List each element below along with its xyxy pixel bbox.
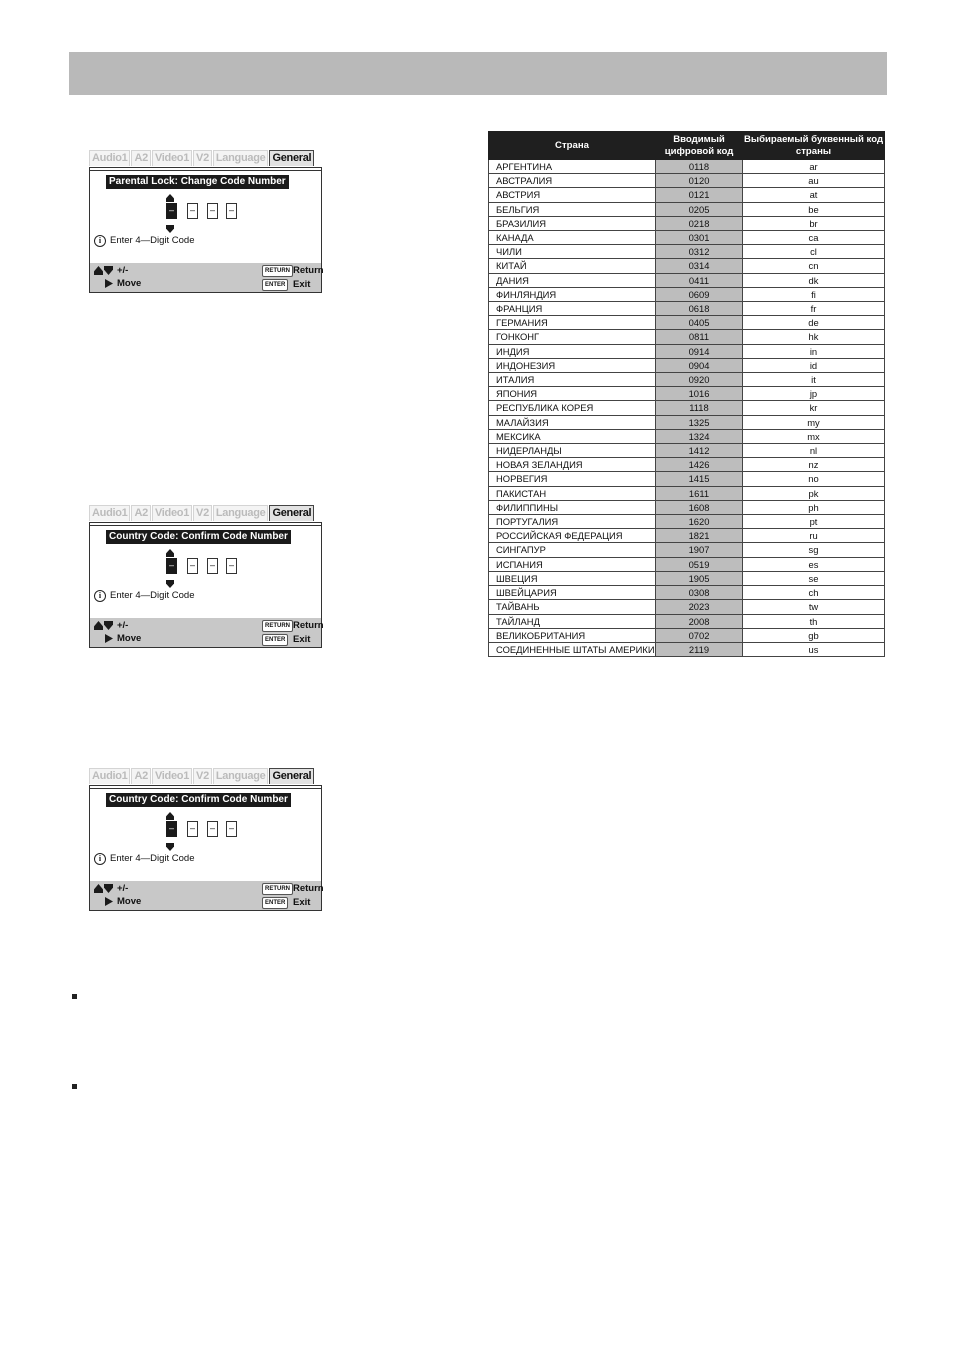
letter-code-cell: be <box>743 202 885 216</box>
tab-video1[interactable]: Video1 <box>152 150 192 166</box>
info-row <box>94 235 194 247</box>
country-name-cell: ГОНКОНГ <box>489 330 656 344</box>
numeric-code-cell: 0609 <box>656 287 743 301</box>
code-digit-1[interactable]: – <box>166 821 177 837</box>
table-row <box>489 287 885 301</box>
letter-code-cell: gb <box>743 628 885 642</box>
numeric-code-cell: 1325 <box>656 415 743 429</box>
numeric-code-cell: 0205 <box>656 202 743 216</box>
numeric-code-cell: 0218 <box>656 216 743 230</box>
table-row <box>489 302 885 316</box>
tab-v2[interactable]: V2 <box>193 150 212 166</box>
country-name-cell: НИДЕРЛАНДЫ <box>489 444 656 458</box>
osd-title: Parental Lock: Change Code Number <box>106 175 289 189</box>
arrow-down-icon <box>166 580 174 588</box>
country-name-cell: АВСТРАЛИЯ <box>489 174 656 188</box>
arrow-up-icon <box>166 194 174 202</box>
table-row <box>489 543 885 557</box>
country-name-cell: БЕЛЬГИЯ <box>489 202 656 216</box>
country-name-cell: НОРВЕГИЯ <box>489 472 656 486</box>
osd-footer <box>90 881 324 910</box>
osd-frame <box>89 785 322 911</box>
country-name-cell: КИТАЙ <box>489 259 656 273</box>
table-row <box>489 202 885 216</box>
exit-label: Exit <box>293 634 311 645</box>
osd-frame <box>89 167 322 293</box>
numeric-code-cell: 0121 <box>656 188 743 202</box>
up-down-icon <box>94 884 114 893</box>
numeric-code-cell: 0904 <box>656 358 743 372</box>
letter-code-cell: th <box>743 614 885 628</box>
code-digit-2[interactable]: – <box>187 203 198 219</box>
table-row <box>489 429 885 443</box>
country-name-cell: СОЕДИНЕННЫЕ ШТАТЫ АМЕРИКИ <box>489 642 656 656</box>
letter-code-cell: ru <box>743 529 885 543</box>
info-row <box>94 590 194 602</box>
enter-key-icon[interactable]: ENTER <box>262 279 288 291</box>
country-name-cell: ШВЕЙЦАРИЯ <box>489 586 656 600</box>
enter-key-icon[interactable]: ENTER <box>262 897 288 909</box>
letter-code-cell: de <box>743 316 885 330</box>
code-digit-3[interactable]: – <box>207 203 218 219</box>
country-name-cell: ЯПОНИЯ <box>489 387 656 401</box>
header-letter-code: Выбираемый буквенный код страны <box>743 132 885 160</box>
return-label: Return <box>293 883 324 894</box>
tab-a2[interactable]: A2 <box>131 150 150 166</box>
table-row <box>489 571 885 585</box>
country-name-cell: НОВАЯ ЗЕЛАНДИЯ <box>489 458 656 472</box>
table-body <box>489 160 885 657</box>
tab-general[interactable]: General <box>269 768 314 784</box>
header-country: Страна <box>489 132 656 160</box>
arrow-up-icon <box>166 812 174 820</box>
country-name-cell: ЧИЛИ <box>489 245 656 259</box>
letter-code-cell: in <box>743 344 885 358</box>
tab-a2[interactable]: A2 <box>131 768 150 784</box>
enter-key-icon[interactable]: ENTER <box>262 634 288 646</box>
info-text: Enter 4—Digit Code <box>110 590 195 601</box>
code-digit-4[interactable]: – <box>226 821 237 837</box>
letter-code-cell: cn <box>743 259 885 273</box>
numeric-code-cell: 1905 <box>656 571 743 585</box>
adjust-label: +/- <box>117 883 129 894</box>
table-row <box>489 642 885 656</box>
divider <box>90 525 321 526</box>
country-name-cell: КАНАДА <box>489 231 656 245</box>
numeric-code-cell: 0120 <box>656 174 743 188</box>
table-row <box>489 216 885 230</box>
table-row <box>489 188 885 202</box>
table-row <box>489 458 885 472</box>
numeric-code-cell: 1118 <box>656 401 743 415</box>
country-name-cell: МЕКСИКА <box>489 429 656 443</box>
letter-code-cell: hk <box>743 330 885 344</box>
numeric-code-cell: 1608 <box>656 500 743 514</box>
letter-code-cell: it <box>743 373 885 387</box>
country-name-cell: ИНДОНЕЗИЯ <box>489 358 656 372</box>
table-row <box>489 500 885 514</box>
country-code-table <box>488 131 885 657</box>
up-down-icon <box>94 266 114 275</box>
code-digit-1[interactable]: – <box>166 203 177 219</box>
table-row <box>489 529 885 543</box>
adjust-label: +/- <box>117 620 129 631</box>
letter-code-cell: id <box>743 358 885 372</box>
letter-code-cell: se <box>743 571 885 585</box>
osd-panel-country-code-2 <box>89 768 322 911</box>
country-name-cell: РЕСПУБЛИКА КОРЕЯ <box>489 401 656 415</box>
right-arrow-icon <box>105 634 113 643</box>
table-row <box>489 614 885 628</box>
code-digit-4[interactable]: – <box>226 203 237 219</box>
code-digit-2[interactable]: – <box>187 558 198 574</box>
numeric-code-cell: 1620 <box>656 515 743 529</box>
table-row <box>489 174 885 188</box>
numeric-code-cell: 0920 <box>656 373 743 387</box>
divider <box>90 170 321 171</box>
country-name-cell: ТАЙВАНЬ <box>489 600 656 614</box>
tab-video1[interactable]: Video1 <box>152 768 192 784</box>
country-name-cell: ТАЙЛАНД <box>489 614 656 628</box>
numeric-code-cell: 0618 <box>656 302 743 316</box>
letter-code-cell: ca <box>743 231 885 245</box>
numeric-code-cell: 0314 <box>656 259 743 273</box>
country-name-cell: ДАНИЯ <box>489 273 656 287</box>
table-row <box>489 358 885 372</box>
table-row <box>489 444 885 458</box>
tab-general[interactable]: General <box>269 505 314 521</box>
right-arrow-icon <box>105 897 113 906</box>
letter-code-cell: cl <box>743 245 885 259</box>
table-header-row <box>489 132 885 160</box>
numeric-code-cell: 1611 <box>656 486 743 500</box>
country-name-cell: ИТАЛИЯ <box>489 373 656 387</box>
numeric-code-cell: 0914 <box>656 344 743 358</box>
osd-title: Country Code: Confirm Code Number <box>106 530 291 544</box>
numeric-code-cell: 1016 <box>656 387 743 401</box>
move-label: Move <box>117 633 142 644</box>
letter-code-cell: nl <box>743 444 885 458</box>
table-row <box>489 344 885 358</box>
country-name-cell: АВСТРИЯ <box>489 188 656 202</box>
numeric-code-cell: 0405 <box>656 316 743 330</box>
move-label: Move <box>117 896 142 907</box>
letter-code-cell: ar <box>743 160 885 174</box>
letter-code-cell: ph <box>743 500 885 514</box>
tab-v2[interactable]: V2 <box>193 768 212 784</box>
numeric-code-cell: 0118 <box>656 160 743 174</box>
tab-video1[interactable]: Video1 <box>152 505 192 521</box>
osd-tabs <box>89 505 315 522</box>
return-key-icon[interactable]: RETURN <box>262 620 293 632</box>
info-text: Enter 4—Digit Code <box>110 235 195 246</box>
letter-code-cell: au <box>743 174 885 188</box>
country-name-cell: ШВЕЦИЯ <box>489 571 656 585</box>
table-row <box>489 486 885 500</box>
tab-general[interactable]: General <box>269 150 314 166</box>
numeric-code-cell: 0811 <box>656 330 743 344</box>
country-name-cell: БРАЗИЛИЯ <box>489 216 656 230</box>
country-name-cell: ФИЛИППИНЫ <box>489 500 656 514</box>
tab-audio1[interactable]: Audio1 <box>89 768 130 784</box>
osd-tabs <box>89 150 315 167</box>
exit-label: Exit <box>293 279 311 290</box>
code-digit-3[interactable]: – <box>207 821 218 837</box>
table-row <box>489 330 885 344</box>
country-name-cell: СИНГАПУР <box>489 543 656 557</box>
letter-code-cell: sg <box>743 543 885 557</box>
country-name-cell: ПОРТУГАЛИЯ <box>489 515 656 529</box>
table-row <box>489 259 885 273</box>
arrow-down-icon <box>166 843 174 851</box>
exit-label: Exit <box>293 897 311 908</box>
country-name-cell: ВЕЛИКОБРИТАНИЯ <box>489 628 656 642</box>
table-row <box>489 472 885 486</box>
page-header-bar <box>69 52 887 95</box>
code-digit-3[interactable]: – <box>207 558 218 574</box>
arrow-up-icon <box>166 549 174 557</box>
letter-code-cell: at <box>743 188 885 202</box>
numeric-code-cell: 2023 <box>656 600 743 614</box>
osd-title: Country Code: Confirm Code Number <box>106 793 291 807</box>
letter-code-cell: kr <box>743 401 885 415</box>
country-name-cell: РОССИЙСКАЯ ФЕДЕРАЦИЯ <box>489 529 656 543</box>
numeric-code-cell: 0301 <box>656 231 743 245</box>
numeric-code-cell: 0308 <box>656 586 743 600</box>
code-digit-4[interactable]: – <box>226 558 237 574</box>
country-name-cell: ГЕРМАНИЯ <box>489 316 656 330</box>
info-icon: i <box>94 235 106 247</box>
osd-panel-parental-lock <box>89 150 322 293</box>
osd-panel-country-code-1 <box>89 505 322 648</box>
country-name-cell: ИНДИЯ <box>489 344 656 358</box>
info-icon: i <box>94 590 106 602</box>
code-digit-2[interactable]: – <box>187 821 198 837</box>
letter-code-cell: es <box>743 557 885 571</box>
numeric-code-cell: 0702 <box>656 628 743 642</box>
table-row <box>489 231 885 245</box>
osd-tabs <box>89 768 315 785</box>
letter-code-cell: nz <box>743 458 885 472</box>
osd-frame <box>89 522 322 648</box>
table-row <box>489 586 885 600</box>
numeric-code-cell: 1324 <box>656 429 743 443</box>
letter-code-cell: pt <box>743 515 885 529</box>
table-row <box>489 401 885 415</box>
move-label: Move <box>117 278 142 289</box>
tab-language[interactable]: Language <box>213 150 269 166</box>
numeric-code-cell: 1412 <box>656 444 743 458</box>
letter-code-cell: fr <box>743 302 885 316</box>
tab-audio1[interactable]: Audio1 <box>89 505 130 521</box>
letter-code-cell: mx <box>743 429 885 443</box>
table-row <box>489 557 885 571</box>
numeric-code-cell: 2119 <box>656 642 743 656</box>
letter-code-cell: dk <box>743 273 885 287</box>
letter-code-cell: us <box>743 642 885 656</box>
numeric-code-cell: 0519 <box>656 557 743 571</box>
code-digit-1[interactable]: – <box>166 558 177 574</box>
table-row <box>489 628 885 642</box>
numeric-code-cell: 1907 <box>656 543 743 557</box>
table-row <box>489 160 885 174</box>
table-row <box>489 316 885 330</box>
table-row <box>489 273 885 287</box>
table-row <box>489 387 885 401</box>
table-row <box>489 515 885 529</box>
adjust-label: +/- <box>117 265 129 276</box>
numeric-code-cell: 0312 <box>656 245 743 259</box>
letter-code-cell: fi <box>743 287 885 301</box>
tab-v2[interactable]: V2 <box>193 505 212 521</box>
country-name-cell: ФРАНЦИЯ <box>489 302 656 316</box>
letter-code-cell: tw <box>743 600 885 614</box>
osd-footer <box>90 618 324 647</box>
info-row <box>94 853 194 865</box>
country-name-cell: ПАКИСТАН <box>489 486 656 500</box>
return-label: Return <box>293 265 324 276</box>
country-name-cell: АРГЕНТИНА <box>489 160 656 174</box>
return-key-icon[interactable]: RETURN <box>262 265 293 277</box>
divider <box>90 788 321 789</box>
letter-code-cell: br <box>743 216 885 230</box>
tab-language[interactable]: Language <box>213 505 269 521</box>
numeric-code-cell: 1426 <box>656 458 743 472</box>
up-down-icon <box>94 621 114 630</box>
numeric-code-cell: 0411 <box>656 273 743 287</box>
bullet-marker <box>72 1084 77 1089</box>
return-key-icon[interactable]: RETURN <box>262 883 293 895</box>
return-label: Return <box>293 620 324 631</box>
info-icon: i <box>94 853 106 865</box>
info-text: Enter 4—Digit Code <box>110 853 195 864</box>
bullet-marker <box>72 994 77 999</box>
tab-a2[interactable]: A2 <box>131 505 150 521</box>
tab-language[interactable]: Language <box>213 768 269 784</box>
numeric-code-cell: 1821 <box>656 529 743 543</box>
tab-audio1[interactable]: Audio1 <box>89 150 130 166</box>
numeric-code-cell: 2008 <box>656 614 743 628</box>
letter-code-cell: pk <box>743 486 885 500</box>
table-row <box>489 245 885 259</box>
letter-code-cell: my <box>743 415 885 429</box>
table-row <box>489 600 885 614</box>
country-name-cell: ФИНЛЯНДИЯ <box>489 287 656 301</box>
letter-code-cell: ch <box>743 586 885 600</box>
country-name-cell: МАЛАЙЗИЯ <box>489 415 656 429</box>
letter-code-cell: no <box>743 472 885 486</box>
osd-footer <box>90 263 324 292</box>
numeric-code-cell: 1415 <box>656 472 743 486</box>
right-arrow-icon <box>105 279 113 288</box>
letter-code-cell: jp <box>743 387 885 401</box>
table-row <box>489 373 885 387</box>
country-name-cell: ИСПАНИЯ <box>489 557 656 571</box>
table-row <box>489 415 885 429</box>
header-numeric-code: Вводимый цифровой код <box>656 132 743 160</box>
arrow-down-icon <box>166 225 174 233</box>
